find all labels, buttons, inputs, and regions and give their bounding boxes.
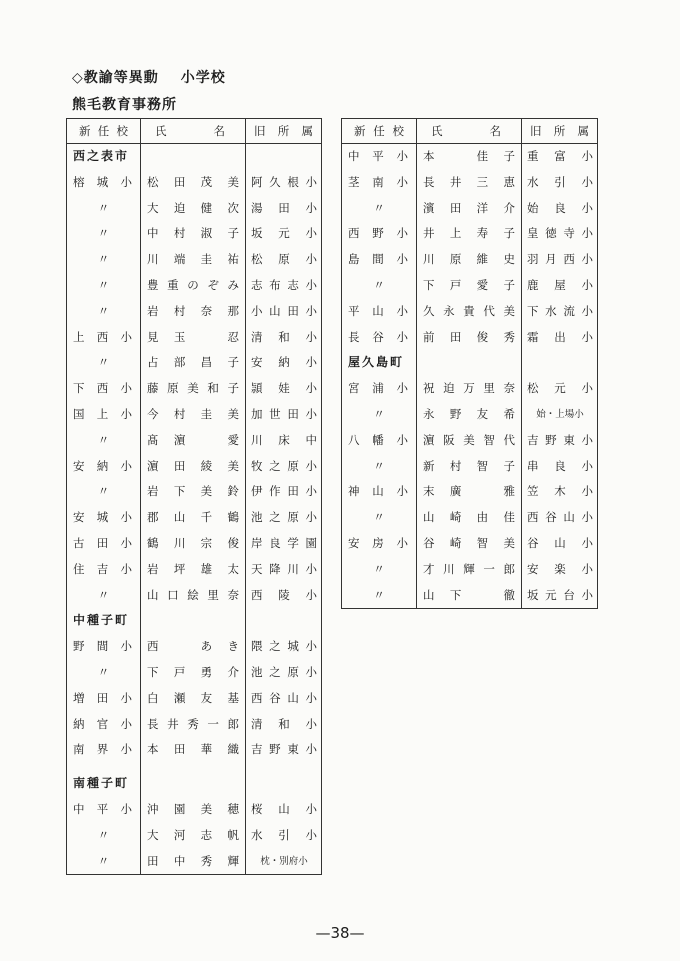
new-school-cell: 中平小 [342,144,417,170]
previous-school-cell: 清和小 [246,712,322,738]
new-school-cell: 〃 [342,402,417,428]
table-row [67,634,322,660]
empty-cell [246,771,322,797]
header-name: 氏 名 [141,119,246,144]
previous-school-cell: 安納小 [246,350,322,376]
table-row [67,454,322,480]
previous-school-cell: 霜出小 [522,325,598,351]
new-school-cell: 〃 [342,196,417,222]
new-school-cell: 〃 [67,299,141,325]
header-previous: 旧所属 [246,119,322,144]
new-school-cell: 〃 [67,247,141,273]
new-school-cell: 〃 [342,583,417,609]
new-school-cell: 〃 [67,350,141,376]
region-row [67,771,322,797]
table-row [342,557,598,583]
table-row [67,660,322,686]
name-cell: 田中秀輝 [141,849,246,875]
table-row [67,849,322,875]
table-row [342,299,598,325]
new-school-cell: 住吉小 [67,557,141,583]
name-cell: 大迫健次 [141,196,246,222]
name-cell: 中村淑子 [141,221,246,247]
name-cell: 見玉 忍 [141,325,246,351]
new-school-cell: 安房小 [342,531,417,557]
table-row [67,428,322,454]
table-row [67,712,322,738]
name-cell: 久永貴代美 [417,299,522,325]
name-cell: 川端圭祐 [141,247,246,273]
table-row [342,402,598,428]
previous-school-cell: 重富小 [522,144,598,170]
table-row [342,531,598,557]
previous-school-cell: 始・上場小 [522,402,598,428]
previous-school-cell: 坂元台小 [522,583,598,609]
table-row [67,376,322,402]
new-school-cell: 〃 [342,273,417,299]
empty-cell [141,144,246,170]
table-header-row [67,119,322,144]
spacer-cell [67,763,141,771]
name-cell: 髙濵 愛 [141,428,246,454]
page-number: —38— [315,924,365,942]
previous-school-cell: 阿久根小 [246,170,322,196]
header-name: 氏 名 [417,119,522,144]
previous-school-cell: 小山田小 [246,299,322,325]
new-school-cell: 〃 [67,196,141,222]
empty-cell [246,144,322,170]
table-row [342,273,598,299]
table-row [67,299,322,325]
new-school-cell: 上西小 [67,325,141,351]
previous-school-cell: 頴娃小 [246,376,322,402]
name-cell: 長井三恵 [417,170,522,196]
previous-school-cell: 水引小 [246,823,322,849]
previous-school-cell: 岸良学園 [246,531,322,557]
name-cell: 岩下美鈴 [141,479,246,505]
previous-school-cell: 松元小 [522,376,598,402]
name-cell: 沖園美穂 [141,797,246,823]
transfer-table-left [66,118,322,875]
section-heading [72,67,226,87]
spacer-row [67,763,322,771]
new-school-cell: 〃 [342,454,417,480]
table-row [67,247,322,273]
new-school-cell: 〃 [67,583,141,609]
table-row [67,273,322,299]
name-cell: 下戸愛子 [417,273,522,299]
spacer-cell [141,763,246,771]
name-cell: 濱田洋介 [417,196,522,222]
table-row [342,454,598,480]
table-row [342,144,598,170]
empty-cell [141,771,246,797]
new-school-cell: 古田小 [67,531,141,557]
table-row [342,428,598,454]
table-row [67,531,322,557]
new-school-cell: 神山小 [342,479,417,505]
new-school-cell: 八幡小 [342,428,417,454]
table-row [67,170,322,196]
name-cell: 山崎由佳 [417,505,522,531]
new-school-cell: 茎南小 [342,170,417,196]
previous-school-cell: 隈之城小 [246,634,322,660]
region-row [342,350,598,376]
new-school-cell: 〃 [67,849,141,875]
new-school-cell: 〃 [67,273,141,299]
table-row [342,247,598,273]
new-school-cell: 〃 [342,505,417,531]
table-row [67,402,322,428]
table-row [67,797,322,823]
name-cell: 松田茂美 [141,170,246,196]
previous-school-cell: 湯田小 [246,196,322,222]
region-row [67,144,322,170]
new-school-cell: 〃 [67,479,141,505]
name-cell: 山下 徹 [417,583,522,609]
name-cell: 郡山千鶴 [141,505,246,531]
new-school-cell: 宮浦小 [342,376,417,402]
previous-school-cell: 志布志小 [246,273,322,299]
name-cell: 藤原美和子 [141,376,246,402]
table-row [67,221,322,247]
name-cell: 谷崎智美 [417,531,522,557]
name-cell: 山口絵里奈 [141,583,246,609]
empty-cell [522,350,598,376]
name-cell: 永野友希 [417,402,522,428]
new-school-cell: 島間小 [342,247,417,273]
previous-school-cell: 鹿屋小 [522,273,598,299]
name-cell: 長井秀一郎 [141,712,246,738]
new-school-cell: 納官小 [67,712,141,738]
name-cell: 下戸勇介 [141,660,246,686]
table-row [67,479,322,505]
spacer-cell [246,763,322,771]
previous-school-cell: 串良小 [522,454,598,480]
region-name: 西之表市 [67,144,141,170]
previous-school-cell: 西陵小 [246,583,322,609]
section-title: ◇教諭等異動 [72,70,159,86]
new-school-cell: 安城小 [67,505,141,531]
table-row [342,376,598,402]
new-school-cell: 榕城小 [67,170,141,196]
empty-cell [141,608,246,634]
new-school-cell: 西野小 [342,221,417,247]
table-header-row [342,119,598,144]
new-school-cell: 〃 [342,557,417,583]
previous-school-cell: 下水流小 [522,299,598,325]
name-cell: 西 あき [141,634,246,660]
previous-school-cell: 安楽小 [522,557,598,583]
region-name: 南種子町 [67,771,141,797]
name-cell: 本田華織 [141,737,246,763]
previous-school-cell: 川床中 [246,428,322,454]
table-row [342,479,598,505]
new-school-cell: 野間小 [67,634,141,660]
name-cell: 濵田綾美 [141,454,246,480]
name-cell: 前田俊秀 [417,325,522,351]
previous-school-cell: 伊作田小 [246,479,322,505]
new-school-cell: 中平小 [67,797,141,823]
name-cell: 占部昌子 [141,350,246,376]
previous-school-cell: 池之原小 [246,660,322,686]
name-cell: 今村圭美 [141,402,246,428]
table-row [342,196,598,222]
table-row [342,505,598,531]
new-school-cell: 長谷小 [342,325,417,351]
name-cell: 本 佳子 [417,144,522,170]
table-row [342,325,598,351]
name-cell: 川原維史 [417,247,522,273]
table-row [67,823,322,849]
table-row [67,686,322,712]
name-cell: 祝迫万里奈 [417,376,522,402]
header-previous: 旧所属 [522,119,598,144]
previous-school-cell: 羽月西小 [522,247,598,273]
name-cell: 井上寿子 [417,221,522,247]
previous-school-cell: 枕・別府小 [246,849,322,875]
table-row [67,325,322,351]
name-cell: 白瀬友基 [141,686,246,712]
table-row [342,583,598,609]
previous-school-cell: 始良小 [522,196,598,222]
previous-school-cell: 水引小 [522,170,598,196]
previous-school-cell: 加世田小 [246,402,322,428]
transfer-table-right [341,118,598,609]
table-row [67,737,322,763]
previous-school-cell: 吉野東小 [246,737,322,763]
region-name: 中種子町 [67,608,141,634]
previous-school-cell: 清和小 [246,325,322,351]
new-school-cell: 下西小 [67,376,141,402]
table-row [342,170,598,196]
previous-school-cell: 坂元小 [246,221,322,247]
table-row [67,583,322,609]
region-row [67,608,322,634]
header-new-school: 新任校 [67,119,141,144]
previous-school-cell: 松原小 [246,247,322,273]
previous-school-cell: 天降川小 [246,557,322,583]
new-school-cell: 増田小 [67,686,141,712]
previous-school-cell: 西谷山小 [246,686,322,712]
name-cell: 濵阪美智代 [417,428,522,454]
table-row [67,557,322,583]
header-new-school: 新任校 [342,119,417,144]
previous-school-cell: 西谷山小 [522,505,598,531]
empty-cell [417,350,522,376]
new-school-cell: 安納小 [67,454,141,480]
empty-cell [246,608,322,634]
table-row [67,350,322,376]
new-school-cell: 〃 [67,428,141,454]
name-cell: 岩坪雄太 [141,557,246,583]
table-row [342,221,598,247]
new-school-cell: 〃 [67,823,141,849]
previous-school-cell: 桜山小 [246,797,322,823]
new-school-cell: 国上小 [67,402,141,428]
previous-school-cell: 笠木小 [522,479,598,505]
name-cell: 新村智子 [417,454,522,480]
name-cell: 豊重のぞみ [141,273,246,299]
table-row [67,505,322,531]
new-school-cell: 平山小 [342,299,417,325]
region-name: 屋久島町 [342,350,417,376]
section-subtitle: 小学校 [180,70,226,86]
name-cell: 岩村奈那 [141,299,246,325]
office-heading: 熊毛教育事務所 [72,97,177,113]
previous-school-cell: 牧之原小 [246,454,322,480]
name-cell: 大河志帆 [141,823,246,849]
table-row [67,196,322,222]
previous-school-cell: 谷山小 [522,531,598,557]
previous-school-cell: 吉野東小 [522,428,598,454]
previous-school-cell: 池之原小 [246,505,322,531]
name-cell: 才川輝一郎 [417,557,522,583]
previous-school-cell: 皇徳寺小 [522,221,598,247]
name-cell: 鶴川宗俊 [141,531,246,557]
new-school-cell: 〃 [67,221,141,247]
new-school-cell: 〃 [67,660,141,686]
new-school-cell: 南界小 [67,737,141,763]
name-cell: 末廣 雅 [417,479,522,505]
